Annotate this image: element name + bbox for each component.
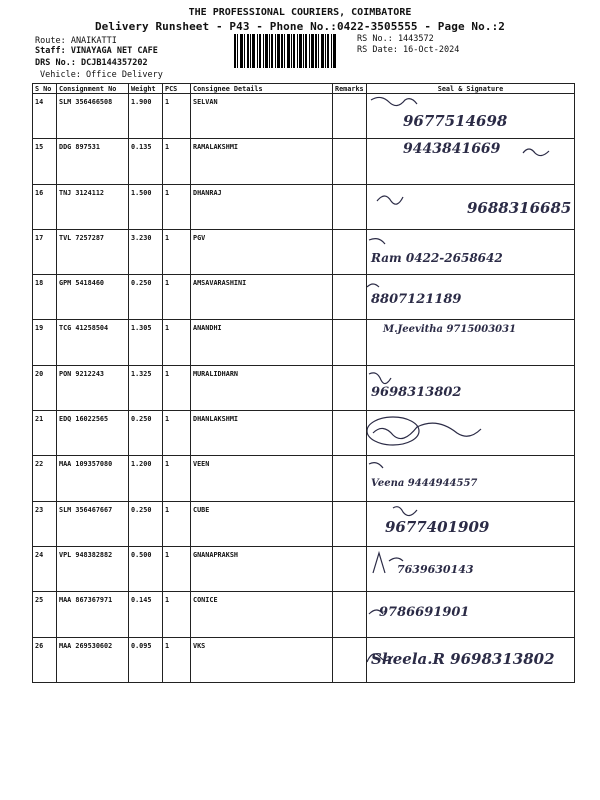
consignee-cell: PGV [191,229,333,274]
signature-text: 9688316685 [467,198,572,217]
consignment-cell: MAA 867367971 [57,592,129,637]
vehicle-label: Vehicle: Office Delivery [40,70,163,80]
table-row [33,139,575,184]
weight-cell: 0.500 [129,546,163,591]
handwritten-signature [367,592,575,632]
remarks-cell [333,592,367,637]
signature-cell [367,592,575,637]
rs-number: RS No.: 1443572 [357,34,434,44]
pcs-cell: 1 [163,229,191,274]
consignment-cell: TVL 7257287 [57,229,129,274]
col-remarks-header: Remarks [333,84,367,94]
signature-cell [367,546,575,591]
weight-cell: 1.200 [129,456,163,501]
remarks-cell [333,275,367,320]
signature-cell [367,320,575,365]
sno-cell: 22 [33,456,57,501]
weight-cell: 0.250 [129,501,163,546]
handwritten-signature [367,547,575,587]
remarks-cell [333,320,367,365]
consignee-cell: SELVAN [191,94,333,139]
sno-cell: 15 [33,139,57,184]
signature-text: 8807121189 [371,292,462,308]
sno-cell: 20 [33,365,57,410]
sno-cell: 23 [33,501,57,546]
handwritten-signature [367,94,575,134]
sno-cell: 25 [33,592,57,637]
sno-cell: 14 [33,94,57,139]
table-row [33,501,575,546]
consignment-cell: SLM 356467667 [57,501,129,546]
handwritten-signature [367,411,575,451]
consignment-cell: EDQ 16022565 [57,411,129,456]
signature-cell [367,229,575,274]
consignee-cell: MURALIDHARN [191,365,333,410]
sno-cell: 19 [33,320,57,365]
table-row [33,229,575,274]
consignment-cell: MAA 269530602 [57,637,129,682]
remarks-cell [333,229,367,274]
pcs-cell: 1 [163,184,191,229]
weight-cell: 1.500 [129,184,163,229]
signature-text: Sheela.R 9698313802 [371,649,555,668]
signature-cell [367,456,575,501]
sno-cell: 26 [33,637,57,682]
remarks-cell [333,546,367,591]
sno-cell: 24 [33,546,57,591]
signature-text: Veena 9444944557 [371,478,478,490]
col-sno-header: S No [33,84,57,94]
signature-text: 9786691901 [379,605,470,621]
table-row [33,275,575,320]
rs-date: RS Date: 16-Oct-2024 [357,45,460,55]
handwritten-signature [367,320,575,360]
company-title: THE PROFESSIONAL COURIERS, COIMBATORE [188,7,412,18]
signature-text: 9677514698 [403,112,508,130]
handwritten-signature [367,456,575,496]
signature-cell [367,94,575,139]
signature-cell [367,637,575,682]
pcs-cell: 1 [163,592,191,637]
weight-cell: 0.145 [129,592,163,637]
signature-text: 9698313802 [371,384,462,400]
pcs-cell: 1 [163,501,191,546]
table-row [33,592,575,637]
pcs-cell: 1 [163,94,191,139]
remarks-cell [333,411,367,456]
consignee-cell: GNANAPRAKSH [191,546,333,591]
consignment-cell: MAA 109357080 [57,456,129,501]
staff-label: Staff: VINAYAGA NET CAFE [35,46,158,56]
signature-text: 9677401909 [385,517,490,536]
remarks-cell [333,637,367,682]
table-row [33,637,575,682]
col-weight-header: Weight [129,84,163,94]
remarks-cell [333,456,367,501]
remarks-cell [333,94,367,139]
consignment-cell: VPL 948382882 [57,546,129,591]
remarks-cell [333,365,367,410]
consignee-cell: ANANDHI [191,320,333,365]
pcs-cell: 1 [163,365,191,410]
handwritten-signature [367,185,575,225]
handwritten-signature [367,275,575,315]
table-row [33,320,575,365]
consignment-cell: TCG 41258504 [57,320,129,365]
consignee-cell: VKS [191,637,333,682]
remarks-cell [333,184,367,229]
col-pcs-header: PCS [163,84,191,94]
signature-cell [367,275,575,320]
pcs-cell: 1 [163,546,191,591]
consignee-cell: CUBE [191,501,333,546]
handwritten-signature [367,366,575,406]
table-row [33,94,575,139]
sno-cell: 21 [33,411,57,456]
consignment-cell: TNJ 3124112 [57,184,129,229]
col-consignment-header: Consignment No [57,84,129,94]
weight-cell: 0.135 [129,139,163,184]
signature-text: 7639630143 [397,562,474,576]
signature-cell [367,411,575,456]
route-label: Route: ANAIKATTI [35,36,117,46]
table-row [33,365,575,410]
sno-cell: 17 [33,229,57,274]
weight-cell: 0.250 [129,275,163,320]
table-header-row [33,84,575,94]
col-signature-header: Seal & Signature [367,84,575,94]
remarks-cell [333,139,367,184]
drs-number: DRS No.: DCJB144357202 [35,58,148,68]
handwritten-signature [367,230,575,270]
pcs-cell: 1 [163,139,191,184]
table-row [33,456,575,501]
weight-cell: 1.900 [129,94,163,139]
remarks-cell [333,501,367,546]
col-consignee-header: Consignee Details [191,84,333,94]
consignee-cell: RAMALAKSHMI [191,139,333,184]
table-row [33,411,575,456]
runsheet-title: Delivery Runsheet - P43 - Phone No.:0422-3505555 - Page No.:2 [94,20,506,33]
consignee-cell: CONICE [191,592,333,637]
sno-cell: 16 [33,184,57,229]
signature-cell [367,365,575,410]
weight-cell: 1.305 [129,320,163,365]
consignee-cell: DHANLAKSHMI [191,411,333,456]
weight-cell: 0.250 [129,411,163,456]
weight-cell: 1.325 [129,365,163,410]
handwritten-signature [367,502,575,542]
pcs-cell: 1 [163,456,191,501]
signature-cell [367,184,575,229]
pcs-cell: 1 [163,320,191,365]
sno-cell: 18 [33,275,57,320]
table-row [33,546,575,591]
barcode-image [234,34,336,68]
consignee-cell: VEEN [191,456,333,501]
signature-text: Ram 0422-2658642 [371,250,503,265]
signature-cell [367,501,575,546]
consignment-cell: PON 9212243 [57,365,129,410]
consignee-cell: AMSAVARASHINI [191,275,333,320]
table-row [33,184,575,229]
weight-cell: 3.230 [129,229,163,274]
consignment-cell: SLM 356466508 [57,94,129,139]
pcs-cell: 1 [163,637,191,682]
handwritten-signature [367,139,575,179]
consignee-cell: DHANRAJ [191,184,333,229]
consignment-cell: GPM 5418460 [57,275,129,320]
signature-text: M.Jeevitha 9715003031 [383,324,517,336]
handwritten-signature [367,638,575,678]
weight-cell: 0.095 [129,637,163,682]
runsheet-table [32,83,575,683]
pcs-cell: 1 [163,275,191,320]
signature-cell [367,139,575,184]
signature-text: 9443841669 [403,141,501,158]
consignment-cell: DDG 897531 [57,139,129,184]
pcs-cell: 1 [163,411,191,456]
